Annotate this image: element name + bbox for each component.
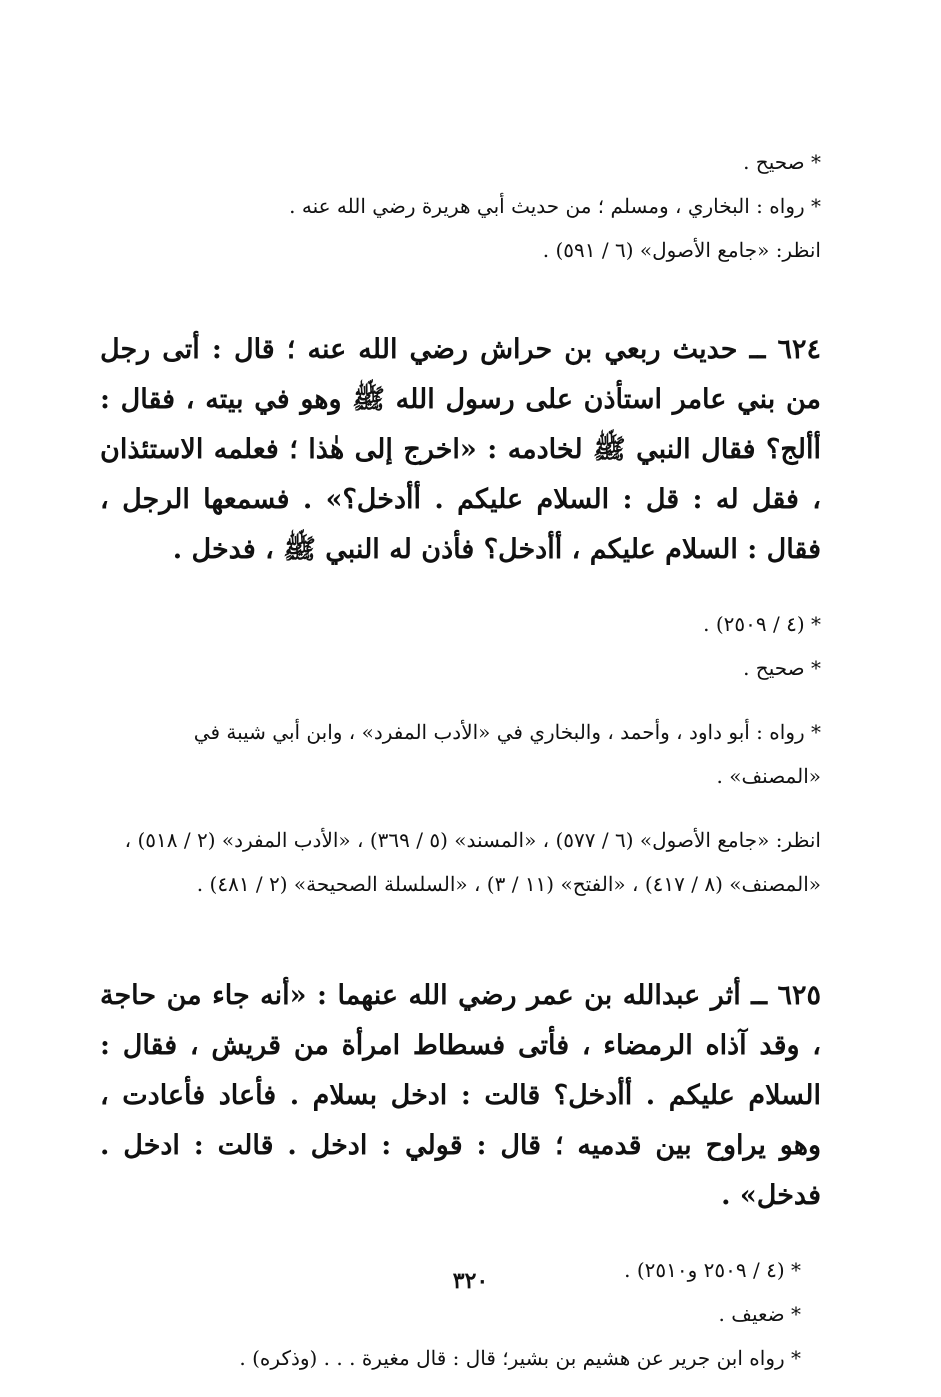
hadith-625-ref: * (٤ / ٢٥٠٩ و٢٥١٠) . [624,1258,801,1282]
hadith-625-narration: * رواه ابن جرير عن هشيم بن بشير؛ قال : قال مغيرة . . . (وذكره) . [239,1346,801,1370]
grade-line: * صحيح . [743,150,821,174]
spacer [100,272,821,298]
hadith-624-grade: * صحيح . [743,656,821,680]
hadith-624-text: ٦٢٤ ــ حديث ربعي بن حراش رضي الله عنه ؛ قال : أتى رجل من بني عامر استأذن على رسول الله ﷺ وهو في بيته ، فقال : أألج؟ فقال النبي ﷺ لخادمه : «اخرج إلى هٰذا ؛ فعلمه الاستئذان ، فقل له : قل : السلام عليكم . أأدخل؟» . فسمعها الرجل ، فقال : السلام عليكم ، أأدخل؟ فأذن له النبي ﷺ ، فدخل . [100,334,821,565]
reference-line: انظر: «جامع الأصول» (٦ / ٥٩١) . [542,238,821,262]
hadith-624-narration: * رواه : أبو داود ، وأحمد ، والبخاري في «الأدب المفرد» ، وابن أبي شيبة في «المصنف» . [193,720,821,788]
hadith-625-grade: * ضعيف . [718,1302,801,1326]
hadith-624-see: انظر: «جامع الأصول» (٦ / ٥٧٧) ، «المسند» (٥ / ٣٦٩) ، «الأدب المفرد» (٢ / ٥١٨) ، «المصنف» (٨ / ٤١٧) ، «الفتح» (١١ / ٣) ، «السلسلة الصحيحة» (٢ / ٤٨١) . [124,828,821,896]
narration-line: * رواه : البخاري ، ومسلم ؛ من حديث أبي هريرة رضي الله عنه . [289,194,821,218]
hadith-625-text: ٦٢٥ ــ أثر عبدالله بن عمر رضي الله عنهما : «أنه جاء من حاجة ، وقد آذاه الرمضاء ، فأتى فسطاط امرأة من قريش ، فقال : السلام عليكم . أأدخل؟ قالت : ادخل بسلام . فأعاد فأعادت ، وهو يراوح بين قدميه ؛ قال : قولي : ادخل . قالت : ادخل . فدخل» . [100,980,821,1211]
spacer [100,926,821,944]
page-number: ٣٢٠ [452,1268,489,1294]
hadith-624-ref: * (٤ / ٢٥٠٩) . [703,612,821,636]
